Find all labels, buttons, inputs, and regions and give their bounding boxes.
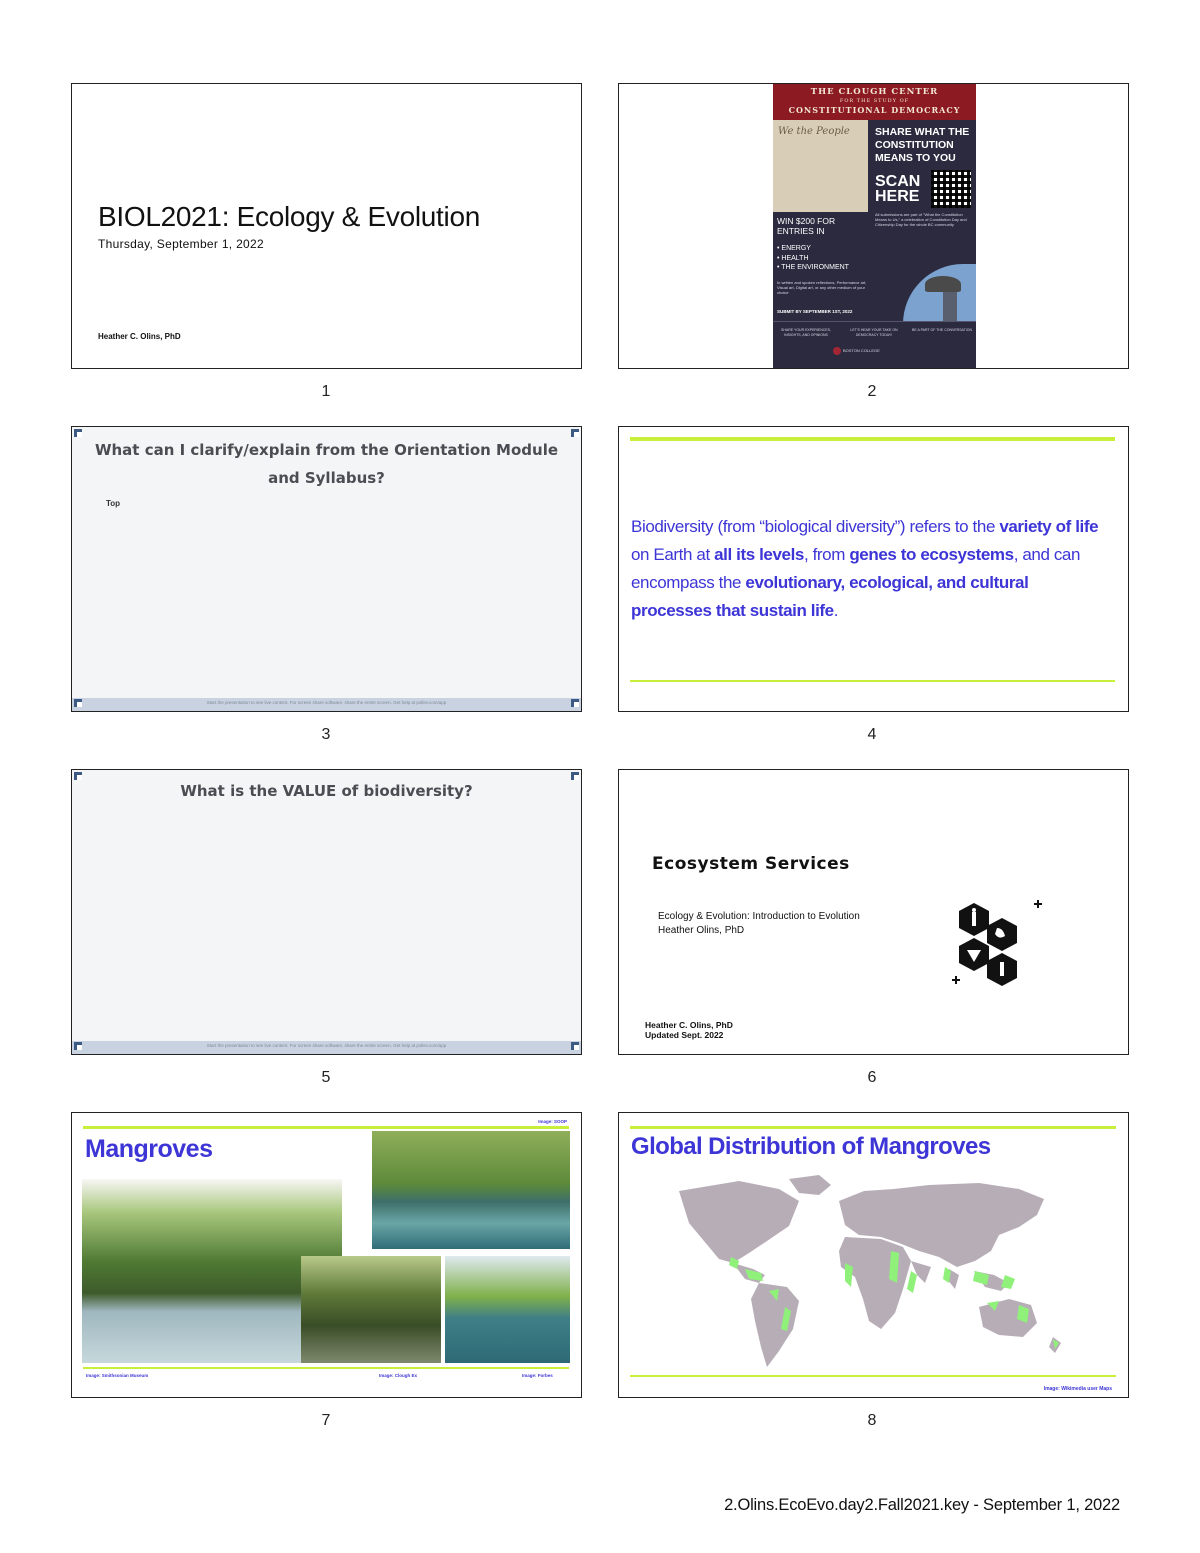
accent-rule	[83, 1126, 569, 1129]
text-run: , and can encompass the	[631, 545, 1081, 592]
poster-category: • ENERGY	[777, 245, 811, 252]
poster-footer	[773, 321, 976, 368]
slide-7	[71, 1112, 582, 1398]
instructor-line: Heather Olins, PhD	[658, 925, 745, 936]
slide-6	[618, 769, 1129, 1055]
slide-number: 4	[867, 726, 877, 743]
poster-category: • HEALTH	[777, 254, 809, 262]
poster-scan-text: SCAN HERE	[875, 173, 921, 205]
image-credit: Image: SOOP	[538, 1119, 567, 1124]
slide-1	[71, 83, 582, 369]
corner-marker-icon	[571, 429, 579, 437]
boston-college-seal-icon	[833, 347, 841, 355]
image-credit: Image: Forbes	[522, 1373, 553, 1378]
slide-number: 7	[321, 1412, 331, 1429]
corner-marker-icon	[74, 429, 82, 437]
ecosystem-services-hexagon-icon	[949, 898, 1049, 998]
mangrove-split-view-photo	[445, 1256, 570, 1363]
constitution-parchment-image	[773, 120, 868, 212]
poster-footer-col: SHARE YOUR EXPERIENCES, INSIGHTS, AND OPINIONS	[781, 328, 831, 337]
text-run-bold: genes to ecosystems	[849, 545, 1014, 564]
slide-author: Heather C. Olins, PhD	[98, 332, 181, 341]
slide-subtitle: Thursday, September 1, 2022	[98, 237, 264, 251]
poster-footer-col: BE A PART OF THE CONVERSATION	[912, 328, 972, 332]
poll-footer-text: Start the presentation to see live content. For screen share software, share the entire screen. Get help at pollev.com/app	[206, 700, 447, 705]
course-line: Ecology & Evolution: Introduction to Evolution	[658, 911, 860, 922]
accent-rule	[630, 680, 1115, 682]
slide-5-poll	[71, 769, 582, 1055]
slide-number: 6	[867, 1069, 877, 1086]
accent-rule	[630, 1375, 1116, 1377]
corner-marker-icon	[74, 1042, 82, 1050]
poster-mediums: In written and spoken reflections, Performance art, Visual art, Digital art, or any other medium of your choice	[777, 280, 867, 295]
footer-name: Heather C. Olins, PhD	[645, 1020, 733, 1030]
slide-footer	[645, 1020, 733, 1040]
text-run: on Earth at	[631, 545, 715, 564]
poster-header-line: CONSTITUTIONAL DEMOCRACY	[788, 105, 961, 115]
accent-rule	[630, 437, 1115, 441]
text-run: Biodiversity (from “biological diversity”) refers to the	[631, 517, 1000, 536]
text-run-bold: evolutionary, ecological, and cultural processes that sustain life	[631, 573, 1029, 620]
corner-marker-icon	[74, 699, 82, 707]
slide-3-poll	[71, 426, 582, 712]
text-run: .	[833, 601, 839, 620]
poll-footer-bar	[72, 1041, 581, 1054]
mangrove-roots-underwater-photo	[372, 1131, 570, 1249]
poster-headline: SHARE WHAT THE CONSTITUTION MEANS TO YOU	[875, 126, 970, 164]
slide-number: 5	[321, 1069, 331, 1086]
text-run-bold: all its levels	[714, 545, 804, 564]
slide-title: Ecosystem Services	[652, 854, 850, 874]
slide-4	[618, 426, 1129, 712]
poster-institution: BOSTON COLLEGE	[843, 348, 880, 353]
slide-title: BIOL2021: Ecology & Evolution	[98, 201, 480, 232]
biodiversity-definition	[631, 513, 1111, 625]
qr-code-icon	[931, 170, 971, 208]
poll-footer-bar	[72, 698, 581, 711]
slide-8	[618, 1112, 1129, 1398]
slide-number: 3	[321, 726, 331, 743]
world-map-mangroves	[649, 1171, 1099, 1376]
poll-tab-top: Top	[106, 499, 121, 508]
poster-header	[773, 84, 976, 120]
poster-header-line: THE CLOUGH CENTER	[810, 87, 939, 97]
image-credit: Image: Wikimedia user Maps	[1043, 1386, 1112, 1392]
slide-title: Mangroves	[85, 1135, 213, 1163]
image-credit: Image: Clough Ex	[379, 1373, 418, 1378]
poll-footer-text: Start the presentation to see live content. For screen share software, share the entire screen. Get help at pollev.com/app	[206, 1043, 447, 1048]
corner-marker-icon	[74, 772, 82, 780]
slide-number: 8	[867, 1412, 877, 1429]
slide-2	[618, 83, 1129, 369]
poll-question: What is the VALUE of biodiversity?	[180, 782, 473, 800]
poster-categories	[777, 244, 849, 273]
accent-rule	[630, 1126, 1116, 1129]
text-run-bold: variety of life	[999, 517, 1099, 536]
text-run: , from	[803, 545, 850, 564]
image-credit: Image: Smithsonian Museum	[86, 1373, 149, 1378]
slide-title: Global Distribution of Mangroves	[631, 1133, 991, 1160]
poster-details: All submissions are part of "What the Constitution Means to Us," a celebration of Constitution Day and Citizenship Day for the whole BC community	[875, 212, 967, 227]
footer-updated: Updated Sept. 2022	[645, 1030, 724, 1040]
page-footer: 2.Olins.EcoEvo.day2.Fall2021.key - September 1, 2022	[724, 1496, 1120, 1514]
corner-marker-icon	[571, 699, 579, 707]
poster-deadline: SUBMIT BY SEPTEMBER 1ST, 2022	[777, 309, 853, 314]
corner-marker-icon	[571, 772, 579, 780]
constitution-poster	[773, 84, 976, 368]
parchment-text: We the People	[778, 126, 850, 137]
slide-number: 1	[321, 383, 331, 400]
slide-meta	[658, 910, 860, 938]
poster-prize: WIN $200 FOR ENTRIES IN	[777, 216, 836, 236]
poster-category: • THE ENVIRONMENT	[777, 264, 849, 271]
poster-footer-col: LET'S HEAR YOUR TAKE ON DEMOCRACY TODAY!	[850, 328, 898, 337]
slide-number: 2	[867, 383, 877, 400]
eagle-statue-shape	[925, 276, 961, 292]
mangrove-tunnel-photo	[301, 1256, 441, 1363]
poll-question: What can I clarify/explain from the Orientation Module and Syllabus?	[94, 441, 559, 487]
poster-header-line: FOR THE STUDY OF	[839, 98, 910, 104]
accent-rule	[83, 1367, 569, 1369]
corner-marker-icon	[571, 1042, 579, 1050]
